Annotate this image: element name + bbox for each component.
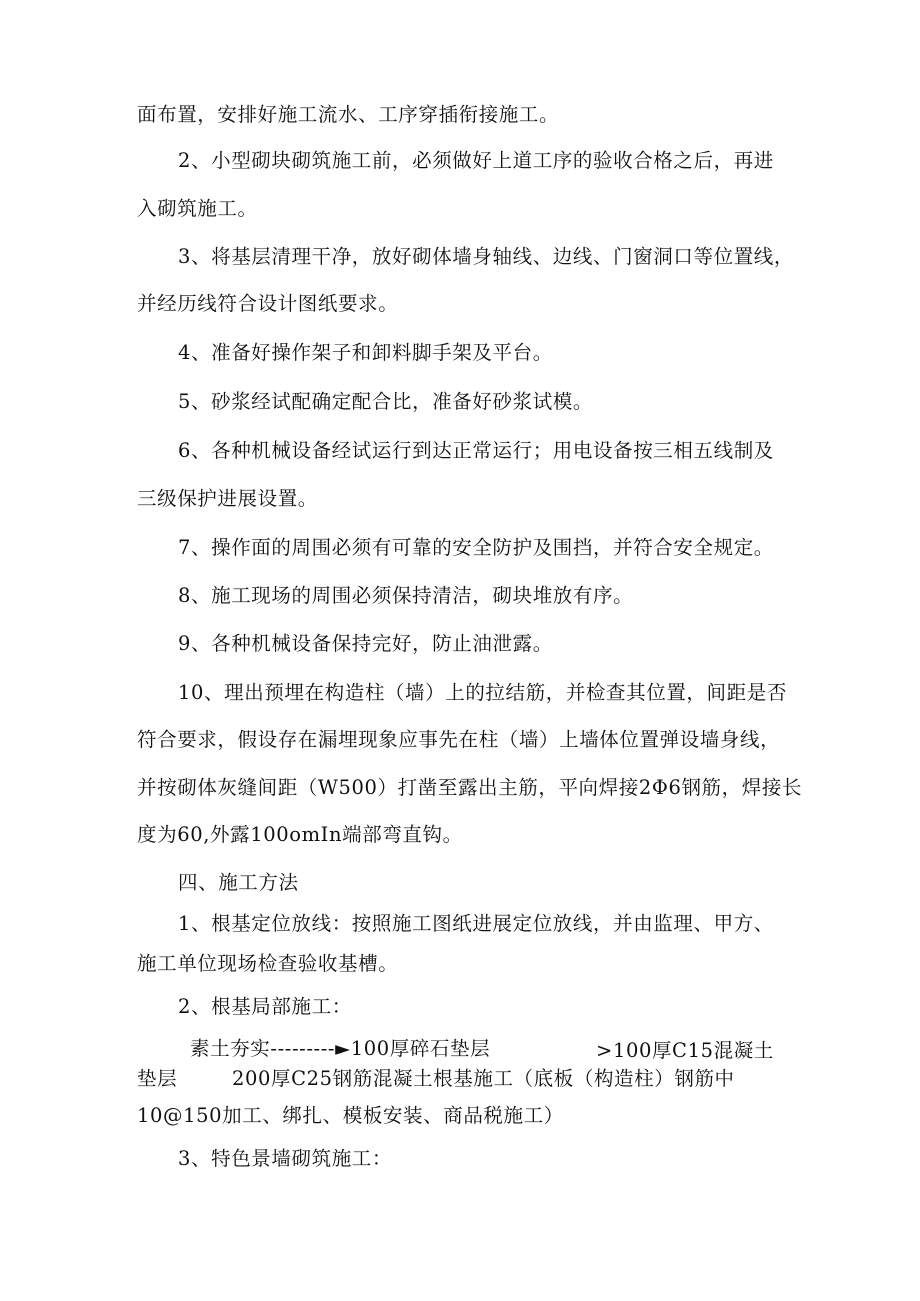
paragraph-line: 6、各种机械设备经试运行到达正常运行；用电设备按三相五线制及 <box>178 439 774 462</box>
paragraph-line: 并按砌体灰缝间距（W500）打凿至露出主筋，平向焊接2Φ6钢筋，焊接长 <box>137 776 803 799</box>
paragraph-line: 符合要求，假设存在漏埋现象应事先在柱（墙）上墙体位置弹设墙身线， <box>137 728 781 751</box>
paragraph-line: 1、根基定位放线：按照施工图纸进展定位放线，并由监理、甲方、 <box>178 912 774 935</box>
paragraph-line: 8、施工现场的周围必须保持清洁，砌块堆放有序。 <box>178 584 634 607</box>
paragraph-line: 并经历线符合设计图纸要求。 <box>137 292 399 315</box>
paragraph-line: 入砌筑施工。 <box>137 197 258 220</box>
paragraph-line: 5、砂浆经试配确定配合比，准备好砂浆试模。 <box>178 390 594 413</box>
paragraph-line: 9、各种机械设备保持完好，防止油泄露。 <box>178 632 553 655</box>
paragraph-line: 3、将基层清理干净，放好砌体墙身轴线、边线、门窗洞口等位置线， <box>178 245 795 268</box>
flow-step-2: >100厚C15混凝土 <box>596 1039 774 1062</box>
paragraph-line: 3、特色景墙砌筑施工： <box>178 1147 393 1170</box>
flow-step-4: 10@150加工、绑扎、模板安装、商品税施工） <box>137 1104 564 1127</box>
flow-step-1: 素土夯实---------►100厚碎石垫层 <box>190 1037 491 1060</box>
paragraph-line: 三级保护进展设置。 <box>137 487 318 510</box>
paragraph-line: 2、小型砌块砌筑施工前，必须做好上道工序的验收合格之后，再进 <box>178 149 774 172</box>
flow-step-3: 200厚C25钢筋混凝土根基施工（底板（构造柱）钢筋中 <box>232 1067 735 1090</box>
paragraph-line: 4、准备好操作架子和卸料脚手架及平台。 <box>178 341 553 364</box>
paragraph-line: 度为60,外露100omIn端部弯直钩。 <box>137 823 463 846</box>
paragraph-line: 2、根基局部施工： <box>178 995 352 1018</box>
paragraph-line: 施工单位现场检查验收基槽。 <box>137 952 399 975</box>
section-heading: 四、施工方法 <box>178 871 299 894</box>
paragraph-line: 10、理出预埋在构造柱（墙）上的拉结筋，并检查其位置，间距是否 <box>178 681 787 704</box>
paragraph-line: 7、操作面的周围必须有可靠的安全防护及围挡，并符合安全规定。 <box>178 536 774 559</box>
flow-step-3-label: 垫层 <box>137 1067 178 1090</box>
paragraph-line: 面布置，安排好施工流水、工序穿插衔接施工。 <box>137 103 560 126</box>
